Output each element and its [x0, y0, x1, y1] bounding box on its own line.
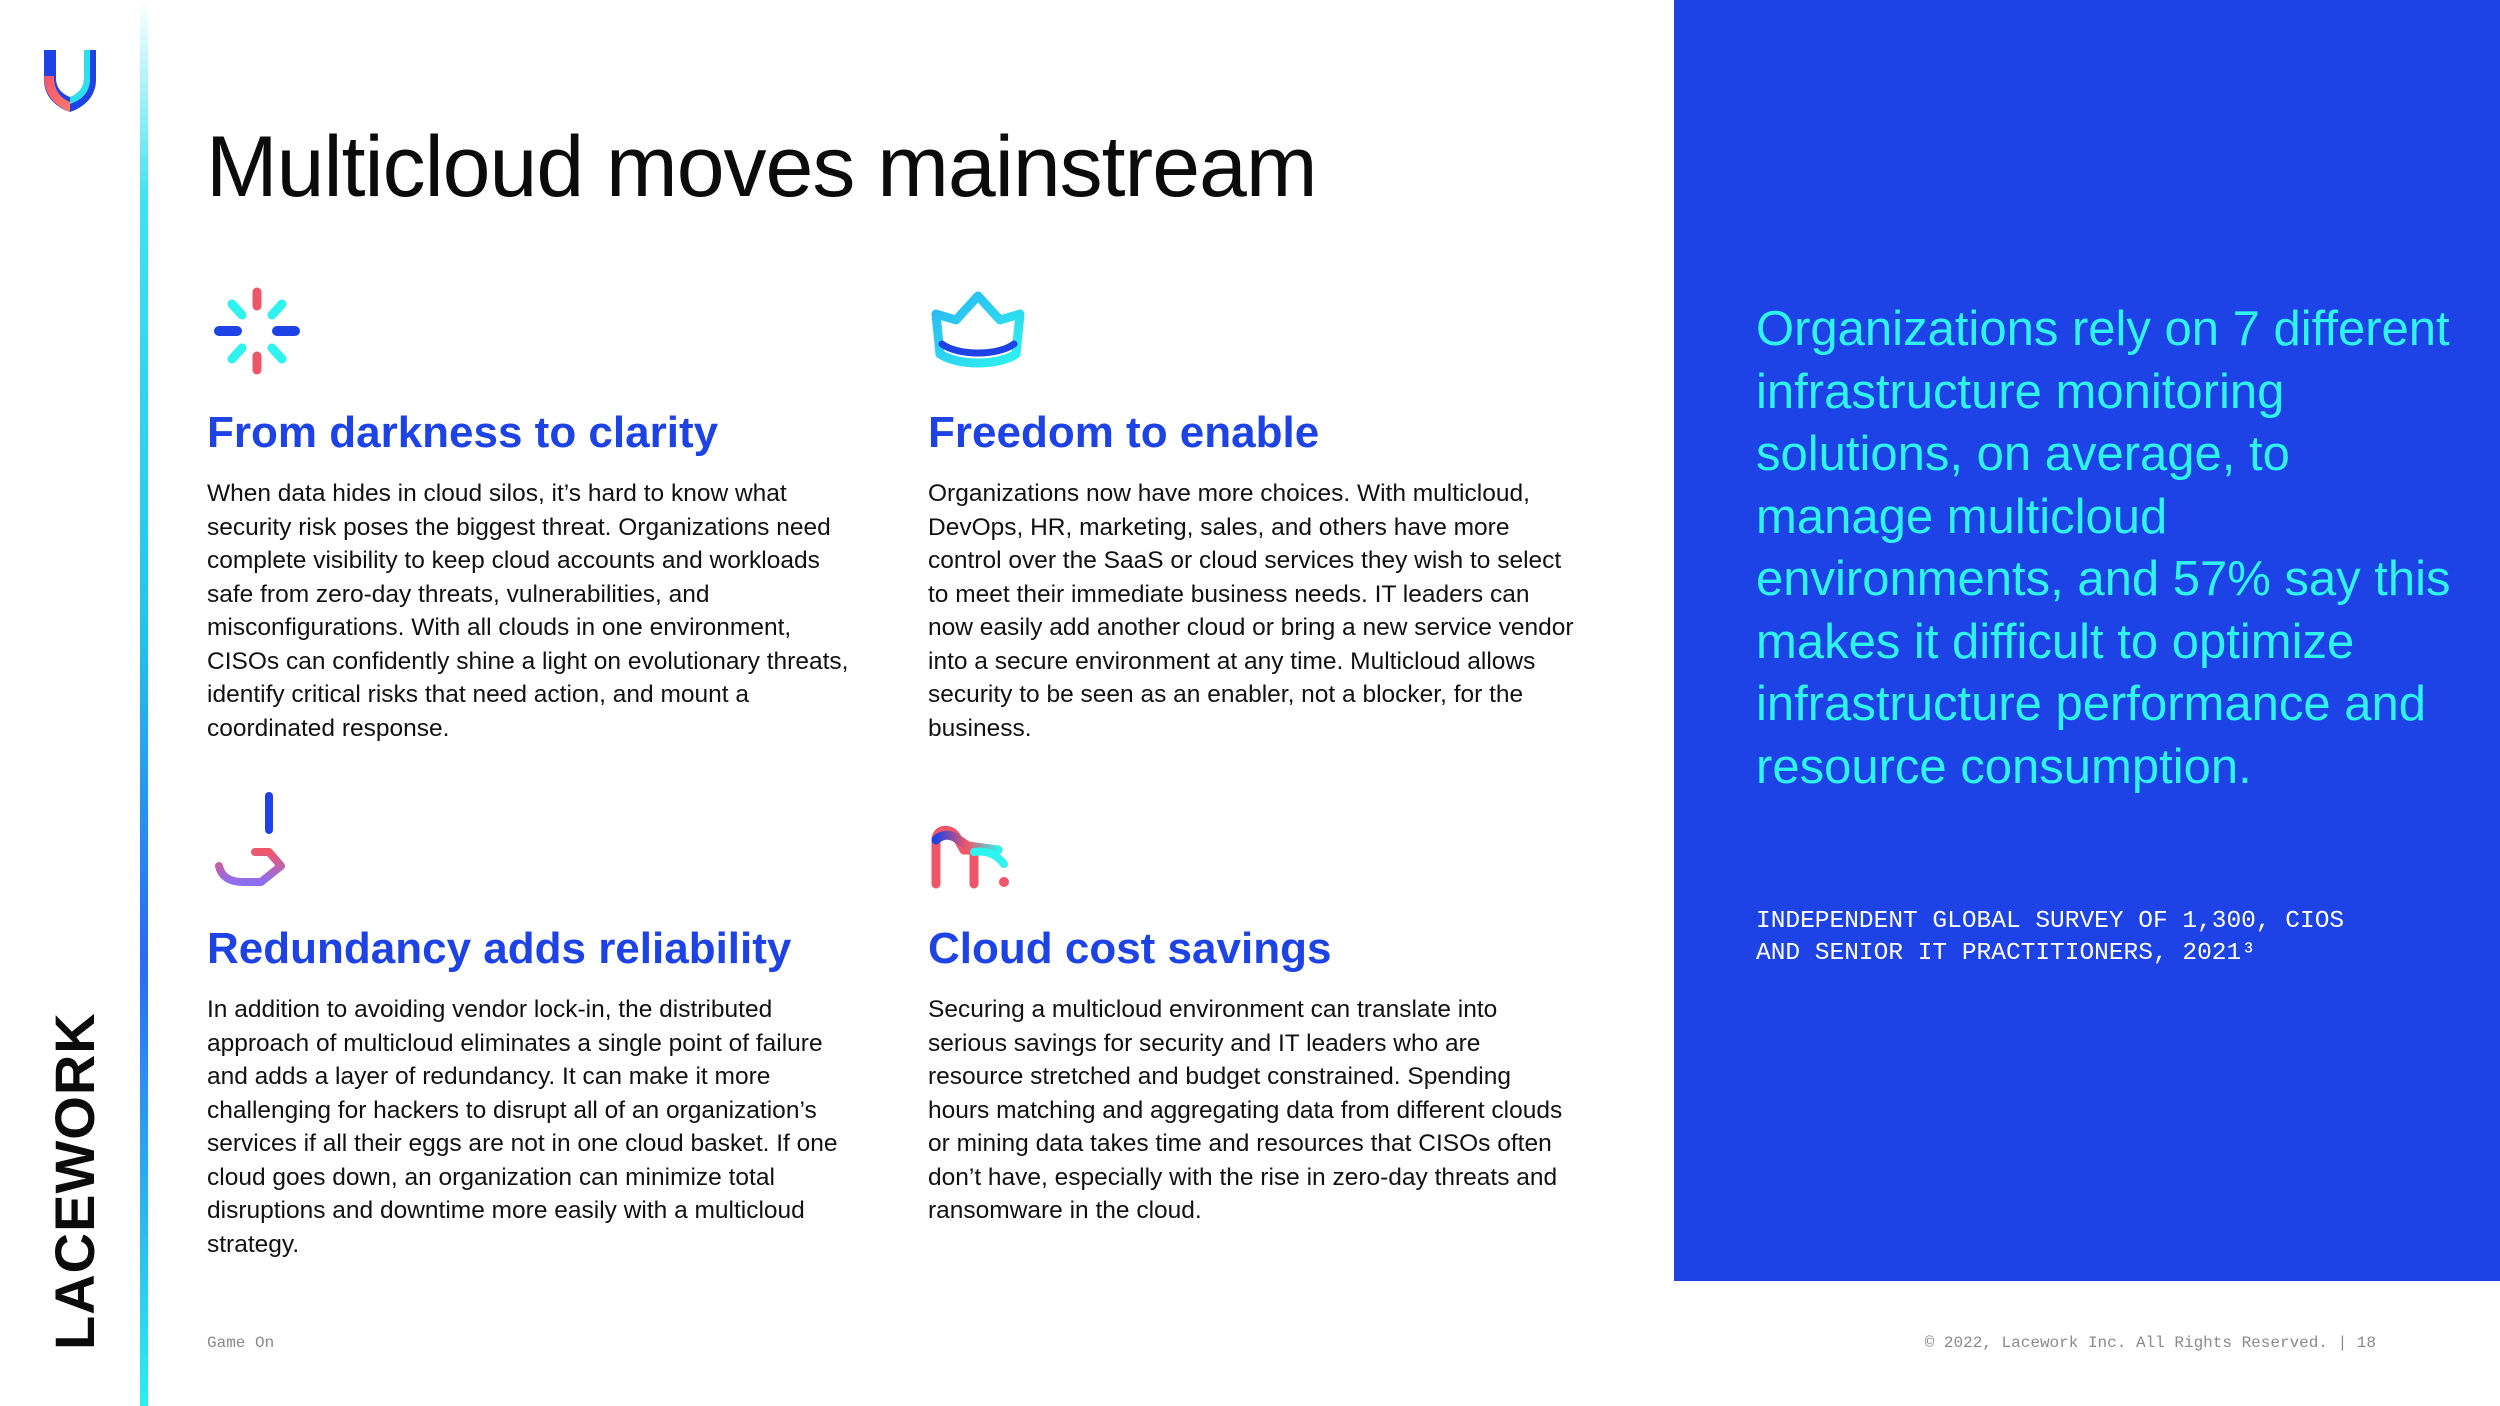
callout-quote: Organizations rely on 7 different infrastructure monitoring solutions, on average, to manage multicloud environments, and 57% say this makes it difficult to optimize infrastructure performance and resource consumption.	[1756, 302, 2451, 794]
feature-title: Cloud cost savings	[928, 924, 1332, 973]
left-rail	[0, 0, 140, 1406]
feature-darkness-to-clarity	[207, 284, 857, 744]
feature-body: When data hides in cloud silos, it’s hard to know what security risk poses the biggest threat. Organizations need complete visibility to keep cloud accounts and workloads safe from zero-day threats, vulnerabilities, and misconfigurations. With all clouds in one environment, CISOs can confidently shine a light on evolutionary threats, identify critical risks that need action, and mount a coordinated response.	[207, 480, 849, 742]
descending-trend-icon	[928, 790, 1028, 890]
feature-title: Redundancy adds reliability	[207, 924, 792, 973]
feature-body: Organizations now have more choices. With multicloud, DevOps, HR, marketing, sales, and others have more control over the SaaS or cloud services they wish to select to meet their immediate business needs. IT leaders can now easily add another cloud or bring a new service vendor into a secure environment at any time. Multicloud allows security to be seen as an enabler, not a blocker, for the business.	[928, 480, 1574, 742]
page-title: Multicloud moves mainstream	[206, 119, 1317, 215]
footer-section-label: Game On	[207, 1334, 275, 1352]
footer-copyright: © 2022, Lacework Inc. All Rights Reserved. | 18	[1924, 1334, 2376, 1352]
feature-redundancy-reliability	[207, 790, 857, 1270]
crown-icon	[928, 284, 1028, 384]
feature-title: From darkness to clarity	[207, 408, 719, 457]
hand-pointing-icon	[207, 790, 307, 890]
callout-panel	[1674, 0, 2500, 1281]
sunburst-icon	[207, 284, 307, 384]
accent-divider-line	[140, 0, 148, 1406]
lacework-wordmark: LACEWORK	[43, 1012, 106, 1350]
feature-title: Freedom to enable	[928, 408, 1320, 457]
feature-body: Securing a multicloud environment can translate into serious savings for security and IT leaders who are resource stretched and budget constrained. Spending hours matching and aggregating data from different clouds or mining data takes time and resources that CISOs often don’t have, especially with the rise in zero-day threats and ransomware in the cloud.	[928, 996, 1563, 1224]
callout-source: INDEPENDENT GLOBAL SURVEY OF 1,300, CIOS AND SENIOR IT PRACTITIONERS, 2021³	[1756, 908, 2345, 967]
lacework-shield-icon	[40, 46, 100, 114]
feature-body: In addition to avoiding vendor lock-in, the distributed approach of multicloud eliminates a single point of failure and adds a layer of redundancy. It can make it more challenging for hackers to disrupt all of an organization’s services if all their eggs are not in one cloud basket. If one cloud goes down, an organization can minimize total disruptions and downtime more easily with a multicloud strategy.	[207, 996, 838, 1258]
feature-cloud-cost-savings	[928, 790, 1578, 1270]
feature-freedom-to-enable	[928, 284, 1578, 744]
